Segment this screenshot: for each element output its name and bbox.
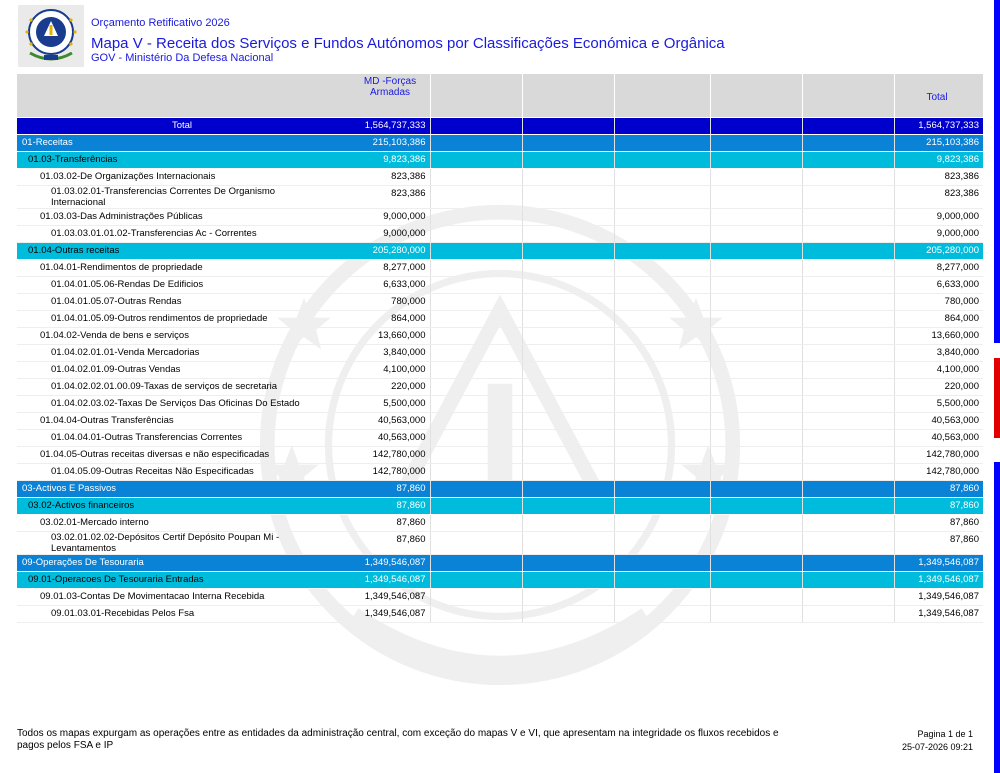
side-bar-red (994, 358, 1000, 438)
empty-cell (614, 294, 710, 311)
table-row (17, 481, 983, 498)
table-row (17, 277, 983, 294)
row-value-org: 5,500,000 (347, 396, 430, 413)
table-row (17, 498, 983, 515)
empty-cell (430, 555, 522, 572)
row-value-org: 1,349,546,087 (347, 606, 430, 623)
empty-cell (710, 515, 802, 532)
empty-cell (614, 413, 710, 430)
empty-cell (430, 226, 522, 243)
empty-cell (614, 572, 710, 589)
table-row (17, 396, 983, 413)
row-value-org: 864,000 (347, 311, 430, 328)
column-header-org: MD -Forças Armadas (363, 76, 417, 98)
document-title: Mapa V - Receita dos Serviços e Fundos Autónomos por Classificações Económica e Orgânica (91, 35, 725, 52)
empty-cell (710, 430, 802, 447)
empty-cell (614, 362, 710, 379)
column-header-band (17, 74, 983, 117)
empty-cell (614, 555, 710, 572)
empty-cell (710, 135, 802, 152)
row-value-total: 205,280,000 (894, 243, 983, 260)
row-label: 09.01.03.01-Recebidas Pelos Fsa (17, 606, 347, 623)
row-value-total: 8,277,000 (894, 260, 983, 277)
row-value-org: 823,386 (347, 169, 430, 186)
empty-cell (522, 362, 614, 379)
empty-cell (710, 498, 802, 515)
row-value-total: 3,840,000 (894, 345, 983, 362)
empty-cell (430, 186, 522, 209)
empty-cell (802, 555, 894, 572)
empty-cell (522, 277, 614, 294)
empty-cell (614, 152, 710, 169)
empty-cell (430, 169, 522, 186)
empty-cell (430, 572, 522, 589)
empty-cell (522, 464, 614, 481)
table-row (17, 226, 983, 243)
empty-cell (614, 169, 710, 186)
row-value-total: 4,100,000 (894, 362, 983, 379)
table-row (17, 328, 983, 345)
empty-cell (522, 118, 614, 135)
empty-cell (430, 606, 522, 623)
empty-cell (522, 152, 614, 169)
empty-cell (614, 498, 710, 515)
empty-cell (802, 186, 894, 209)
empty-cell (802, 209, 894, 226)
row-value-total: 220,000 (894, 379, 983, 396)
empty-cell (522, 209, 614, 226)
row-value-org: 87,860 (347, 481, 430, 498)
table-row (17, 135, 983, 152)
empty-cell (430, 447, 522, 464)
row-value-total: 13,660,000 (894, 328, 983, 345)
empty-cell (614, 447, 710, 464)
row-label: 01.03.02-De Organizações Internacionais (17, 169, 347, 186)
row-value-total: 87,860 (894, 532, 983, 555)
empty-cell (802, 515, 894, 532)
empty-cell (430, 498, 522, 515)
empty-cell (802, 294, 894, 311)
empty-cell (710, 345, 802, 362)
empty-cell (522, 226, 614, 243)
row-label: 01.04.02.03.02-Taxas De Serviços Das Oficinas Do Estado (17, 396, 347, 413)
empty-cell (430, 532, 522, 555)
empty-cell (802, 430, 894, 447)
empty-cell (802, 589, 894, 606)
empty-cell (710, 532, 802, 555)
empty-cell (430, 362, 522, 379)
empty-cell (802, 328, 894, 345)
empty-cell (430, 328, 522, 345)
table-row (17, 447, 983, 464)
empty-cell (710, 379, 802, 396)
table-row (17, 606, 983, 623)
row-label: 01.04.02-Venda de bens e serviços (17, 328, 347, 345)
empty-cell (430, 396, 522, 413)
row-value-total: 823,386 (894, 186, 983, 209)
empty-cell (710, 572, 802, 589)
row-label: 01.04.01.05.06-Rendas De Edificios (17, 277, 347, 294)
row-value-total: 9,823,386 (894, 152, 983, 169)
empty-cell (430, 260, 522, 277)
row-value-total: 9,000,000 (894, 226, 983, 243)
empty-cell (710, 464, 802, 481)
row-value-org: 87,860 (347, 532, 430, 555)
table-row (17, 532, 983, 555)
empty-cell (430, 481, 522, 498)
empty-cell (802, 606, 894, 623)
row-value-total: 1,349,546,087 (894, 606, 983, 623)
empty-cell (710, 396, 802, 413)
empty-cell (522, 413, 614, 430)
empty-cell (430, 118, 522, 135)
row-value-org: 1,564,737,333 (347, 118, 430, 135)
empty-cell (710, 447, 802, 464)
empty-cell (614, 226, 710, 243)
table-row (17, 572, 983, 589)
empty-cell (710, 606, 802, 623)
empty-cell (710, 152, 802, 169)
row-value-total: 864,000 (894, 311, 983, 328)
empty-cell (522, 260, 614, 277)
document-subtitle: Orçamento Retificativo 2026 (91, 17, 230, 29)
row-value-org: 9,000,000 (347, 226, 430, 243)
row-value-total: 6,633,000 (894, 277, 983, 294)
page-info (902, 728, 973, 754)
empty-cell (614, 209, 710, 226)
empty-cell (710, 362, 802, 379)
empty-cell (522, 532, 614, 555)
empty-cell (522, 515, 614, 532)
empty-cell (614, 606, 710, 623)
row-label: 01.04.01.05.09-Outros rendimentos de propriedade (17, 311, 347, 328)
row-value-org: 780,000 (347, 294, 430, 311)
empty-cell (522, 481, 614, 498)
row-value-org: 215,103,386 (347, 135, 430, 152)
empty-cell (614, 135, 710, 152)
row-value-total: 1,564,737,333 (894, 118, 983, 135)
empty-cell (430, 464, 522, 481)
empty-cell (614, 260, 710, 277)
empty-cell (614, 328, 710, 345)
row-label: 01-Receitas (17, 135, 347, 152)
row-value-org: 3,840,000 (347, 345, 430, 362)
empty-cell (430, 243, 522, 260)
row-label: 03.02.01.02.02-Depósitos Certif Depósito Poupan Mi - Levantamentos (17, 532, 347, 555)
empty-cell (522, 243, 614, 260)
empty-cell (522, 447, 614, 464)
row-value-org: 4,100,000 (347, 362, 430, 379)
empty-cell (522, 169, 614, 186)
empty-cell (614, 243, 710, 260)
row-label: 09.01-Operacoes De Tesouraria Entradas (17, 572, 347, 589)
row-label: 01.03-Transferências (17, 152, 347, 169)
empty-cell (522, 328, 614, 345)
empty-cell (802, 260, 894, 277)
empty-cell (522, 311, 614, 328)
empty-cell (802, 152, 894, 169)
empty-cell (710, 481, 802, 498)
revenue-table (17, 118, 983, 623)
row-value-total: 1,349,546,087 (894, 589, 983, 606)
empty-cell (614, 396, 710, 413)
empty-cell (522, 555, 614, 572)
row-value-total: 40,563,000 (894, 413, 983, 430)
row-value-total: 87,860 (894, 498, 983, 515)
empty-cell (430, 311, 522, 328)
row-value-total: 215,103,386 (894, 135, 983, 152)
empty-cell (802, 379, 894, 396)
row-value-total: 1,349,546,087 (894, 555, 983, 572)
empty-cell (802, 498, 894, 515)
column-header-total: Total (926, 92, 948, 103)
row-value-org: 1,349,546,087 (347, 572, 430, 589)
empty-cell (802, 572, 894, 589)
table-row (17, 379, 983, 396)
empty-cell (802, 169, 894, 186)
empty-cell (802, 481, 894, 498)
empty-cell (430, 345, 522, 362)
empty-cell (614, 379, 710, 396)
table-row (17, 294, 983, 311)
row-value-org: 205,280,000 (347, 243, 430, 260)
row-label: 01.04.04.01-Outras Transferencias Correntes (17, 430, 347, 447)
empty-cell (710, 294, 802, 311)
row-value-org: 40,563,000 (347, 413, 430, 430)
row-value-total: 87,860 (894, 481, 983, 498)
report-datetime: 25-07-2026 09:21 (901, 742, 973, 752)
empty-cell (614, 515, 710, 532)
row-label: 01.04.04-Outras Transferências (17, 413, 347, 430)
coat-of-arms-logo (18, 5, 84, 67)
row-value-org: 87,860 (347, 515, 430, 532)
row-value-org: 220,000 (347, 379, 430, 396)
row-value-total: 87,860 (894, 515, 983, 532)
empty-cell (710, 243, 802, 260)
table-row (17, 515, 983, 532)
table-row (17, 430, 983, 447)
empty-cell (522, 294, 614, 311)
empty-cell (614, 589, 710, 606)
table-row (17, 345, 983, 362)
empty-cell (710, 186, 802, 209)
empty-cell (710, 328, 802, 345)
row-value-org: 13,660,000 (347, 328, 430, 345)
empty-cell (802, 396, 894, 413)
row-value-total: 780,000 (894, 294, 983, 311)
empty-cell (710, 169, 802, 186)
empty-cell (614, 532, 710, 555)
empty-cell (614, 481, 710, 498)
empty-cell (614, 118, 710, 135)
empty-cell (522, 572, 614, 589)
table-row (17, 152, 983, 169)
empty-cell (710, 118, 802, 135)
empty-cell (430, 589, 522, 606)
row-value-org: 1,349,546,087 (347, 555, 430, 572)
empty-cell (614, 186, 710, 209)
row-label: 03.02-Activos financeiros (17, 498, 347, 515)
row-value-org: 40,563,000 (347, 430, 430, 447)
empty-cell (430, 294, 522, 311)
empty-cell (802, 311, 894, 328)
row-value-org: 6,633,000 (347, 277, 430, 294)
row-label: 01.03.03-Das Administrações Públicas (17, 209, 347, 226)
row-label: 01.04-Outras receitas (17, 243, 347, 260)
row-label: 01.04.02.01.09-Outras Vendas (17, 362, 347, 379)
table-row (17, 186, 983, 209)
footer-note: Todos os mapas expurgam as operações entre as entidades da administração central, com exceção do mapas V e VI, que apresentam na integridade os fluxos recebidos e pagos pelos FSA e IP (17, 728, 779, 751)
empty-cell (522, 498, 614, 515)
row-label: 01.04.02.01.01-Venda Mercadorias (17, 345, 347, 362)
row-label: 01.03.03.01.01.02-Transferencias Ac - Correntes (17, 226, 347, 243)
empty-cell (614, 277, 710, 294)
row-value-total: 40,563,000 (894, 430, 983, 447)
page-number: Pagina 1 de 1 (917, 729, 973, 739)
row-value-total: 142,780,000 (894, 464, 983, 481)
table-row (17, 464, 983, 481)
row-value-org: 1,349,546,087 (347, 589, 430, 606)
empty-cell (522, 606, 614, 623)
empty-cell (522, 135, 614, 152)
row-value-org: 87,860 (347, 498, 430, 515)
empty-cell (802, 362, 894, 379)
side-bar-blue-top (994, 0, 1000, 343)
row-label: 01.04.05-Outras receitas diversas e não especificadas (17, 447, 347, 464)
empty-cell (710, 226, 802, 243)
table-row (17, 243, 983, 260)
empty-cell (710, 311, 802, 328)
empty-cell (430, 413, 522, 430)
empty-cell (430, 152, 522, 169)
table-row (17, 118, 983, 135)
empty-cell (710, 277, 802, 294)
empty-cell (802, 118, 894, 135)
empty-cell (614, 464, 710, 481)
empty-cell (522, 379, 614, 396)
empty-cell (614, 430, 710, 447)
row-label: 03.02.01-Mercado interno (17, 515, 347, 532)
empty-cell (710, 555, 802, 572)
empty-cell (802, 277, 894, 294)
row-value-total: 823,386 (894, 169, 983, 186)
row-label: 01.04.01-Rendimentos de propriedade (17, 260, 347, 277)
table-row (17, 311, 983, 328)
empty-cell (430, 379, 522, 396)
empty-cell (710, 413, 802, 430)
side-bar-blue-bottom (994, 462, 1000, 773)
empty-cell (522, 345, 614, 362)
empty-cell (614, 345, 710, 362)
table-row (17, 169, 983, 186)
empty-cell (802, 135, 894, 152)
empty-cell (522, 589, 614, 606)
empty-cell (802, 226, 894, 243)
table-row (17, 589, 983, 606)
table-row (17, 555, 983, 572)
row-label: 09.01.03-Contas De Movimentacao Interna Recebida (17, 589, 347, 606)
row-label: 09-Operações De Tesouraria (17, 555, 347, 572)
empty-cell (522, 396, 614, 413)
row-value-org: 8,277,000 (347, 260, 430, 277)
row-label: 01.04.05.09-Outras Receitas Não Especificadas (17, 464, 347, 481)
empty-cell (614, 311, 710, 328)
empty-cell (710, 209, 802, 226)
table-row (17, 260, 983, 277)
row-label: 01.04.02.02.01.00.09-Taxas de serviços de secretaria (17, 379, 347, 396)
empty-cell (802, 447, 894, 464)
empty-cell (522, 430, 614, 447)
empty-cell (802, 345, 894, 362)
empty-cell (430, 277, 522, 294)
row-value-total: 5,500,000 (894, 396, 983, 413)
empty-cell (802, 243, 894, 260)
row-value-total: 142,780,000 (894, 447, 983, 464)
empty-cell (802, 464, 894, 481)
row-label: 01.04.01.05.07-Outras Rendas (17, 294, 347, 311)
empty-cell (710, 589, 802, 606)
row-value-org: 142,780,000 (347, 464, 430, 481)
empty-cell (430, 515, 522, 532)
table-row (17, 362, 983, 379)
empty-cell (430, 430, 522, 447)
table-row (17, 413, 983, 430)
row-value-total: 1,349,546,087 (894, 572, 983, 589)
empty-cell (802, 413, 894, 430)
empty-cell (430, 135, 522, 152)
row-value-org: 823,386 (347, 186, 430, 209)
row-value-total: 9,000,000 (894, 209, 983, 226)
row-value-org: 9,823,386 (347, 152, 430, 169)
row-label: 01.03.02.01-Transferencias Correntes De Organismo Internacional (17, 186, 347, 209)
empty-cell (710, 260, 802, 277)
row-label: Total (17, 118, 347, 135)
row-value-org: 9,000,000 (347, 209, 430, 226)
row-label: 03-Activos E Passivos (17, 481, 347, 498)
empty-cell (522, 186, 614, 209)
ministry-label: GOV - Ministério Da Defesa Nacional (91, 52, 274, 64)
row-value-org: 142,780,000 (347, 447, 430, 464)
empty-cell (430, 209, 522, 226)
empty-cell (802, 532, 894, 555)
table-row (17, 209, 983, 226)
